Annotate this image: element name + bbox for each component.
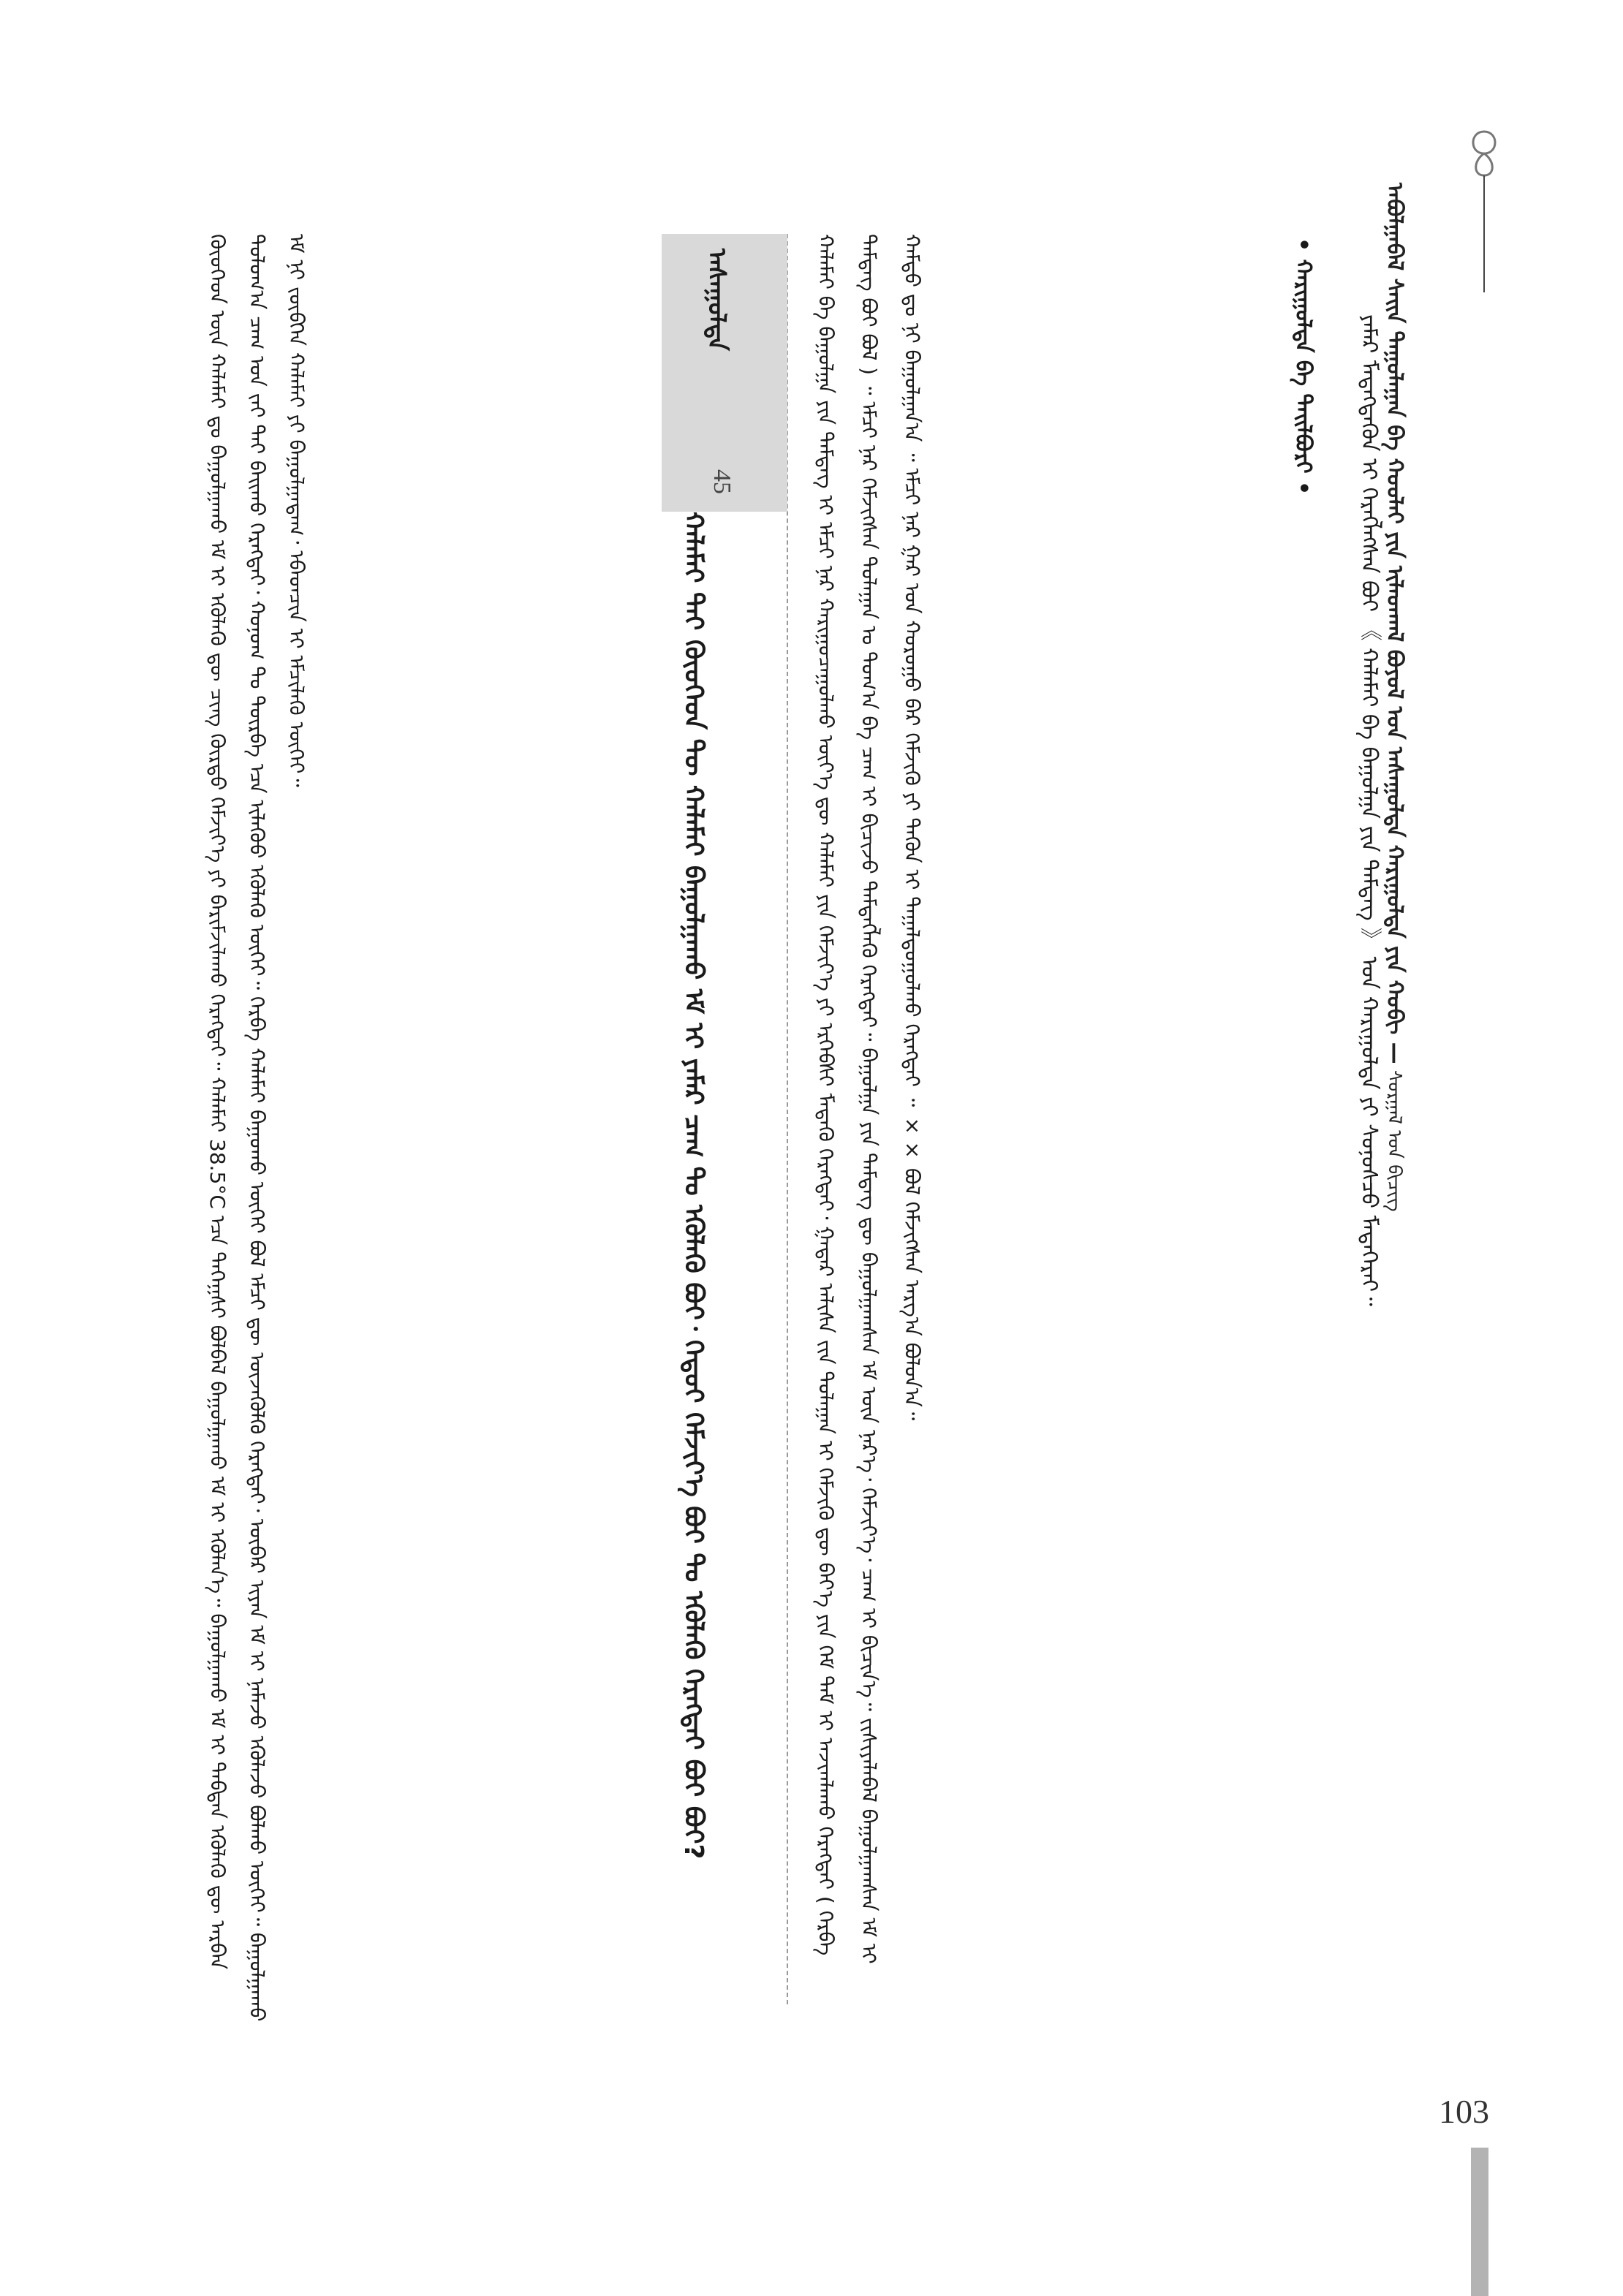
running-header: [1382, 183, 1528, 1389]
answer-paragraph: ᠬᠦᠦᠬᠡᠳ ᠦᠨ ᠬᠠᠯᠠᠮᠠᠢ ᠳᠤ ᠪᠠᠭᠤᠯᠭᠠᠬᠤ ᠡᠮ ᠢ ᠡᠭᠦᠯᠡᠬᠦ ᠳᠦ ᠴᠢᠩ ᠬᠦᠷᠳᠦ ᠬᠡᠮᠵᠢᠶ᠎ᠡ ᠶᠢ ᠪᠠᠷᠢᠮᠵᠢᠯᠠᠬᠤ ᠬᠡᠷᠡᠭᠲᠡᠢ᠃ ᠬᠠᠯᠠᠮᠠᠢ 38.5°C ᠡᠴᠡ ᠳᠡᠭᠡᠭ᠋ᠰᠢ ᠪᠣᠯᠪᠠᠯ ᠪᠠᠭᠤᠯᠭᠠᠬᠤ ᠡᠮ ᠢ ᠡᠭᠦᠯᠡᠨ᠎ᠡ᠃ ᠪᠠᠭᠤᠯᠭᠠᠬᠤ ᠡᠮ ᠢ ᠳᠠᠪᠲᠠᠨ ᠡᠭᠦᠯᠡᠬᠦ ᠳᠦ ᠠᠷᠪᠠᠨ ᠳᠤᠯᠤᠭ᠎ᠠ ᠴᠠᠭ ᠤᠨ ᠵᠠᠢ ᠲᠠᠢ ᠪᠠᠢᠬᠤ ᠬᠡᠷᠡᠭᠲᠡᠢ᠂ ᠬᠣᠨᠣᠭ ᠲᠤ ᠳᠦᠷᠪᠡ ᠡᠴᠡ ᠢᠯᠡᠭᠦᠦ ᠡᠭᠦᠯᠡᠬᠦ ᠦᠭᠡᠢ᠃ ᠬᠡᠷᠪᠡ ᠬᠠᠯᠠᠮᠠᠢ ᠪᠠᠭᠤᠬᠤ ᠦᠭᠡᠢ ᠪᠣᠯ ᠡᠮᠴᠢ ᠳᠦ ᠦᠵᠡᠭᠦᠯᠬᠦ ᠬᠡᠷᠡᠭᠲᠡᠢ᠂ ᠥᠪᠡᠷ ᠢᠶᠡᠨ ᠡᠮ ᠢ ᠨᠡᠮᠡᠵᠦ ᠡᠭᠦᠯᠡᠵᠦ ᠪᠣᠯᠬᠤ ᠦᠭᠡᠢ᠃ ᠪᠠᠭᠤᠯᠭᠠᠬᠤ ᠡᠮ ᠨᠢ ᠵᠥᠪᠬᠡᠨ ᠬᠠᠯᠠᠮᠠᠢ ᠶᠢ ᠪᠠᠭᠤᠯᠭᠠᠳᠠᠭ᠂ ᠡᠪᠡᠳᠴᠢᠨ ᠢ ᠡᠮᠴᠢᠯᠡᠬᠦ ᠦᠭᠡᠢ᠃: [205, 234, 309, 2022]
page-edge-bar: [1471, 2148, 1488, 2296]
page-number: 103: [1439, 2093, 1489, 2130]
question-badge-label: ᠠᠰᠠᠭᠤᠯᠲᠠ: [702, 249, 731, 351]
running-title: ᠠᠪᠤᠯᠭᠠᠪᠠᠯ ᠰᠠᠢᠨ ᠳᠠᠭᠤᠯᠠᠭᠠᠨ ᠪᠠ ᠬᠣᠣᠯᠠᠢ ᠶᠢᠨ ᠢᠯᠠᠳᠬᠠᠯ ᠪᠣᠶᠣᠯ ᠤᠨ ᠠᠰᠠᠭᠤᠯᠲᠠ ᠬᠠᠷᠢᠭᠤᠯᠲᠠ ᠶᠢᠨ ᠬᠤᠪᠢ —: [1382, 183, 1407, 1064]
question-title: ᠬᠠᠯᠠᠮᠠᠢ ᠲᠠᠢ ᠬᠦᠦᠬᠡᠳ ᠲᠦ ᠬᠠᠯᠠᠮᠠᠢ ᠪᠠᠭᠤᠯᠭᠠᠬᠤ ᠡᠮ ᠢ ᠶᠠᠮᠠᠷ ᠴᠠᠭ ᠲᠤ ᠡᠭᠦᠯᠡᠬᠦ ᠪᠤᠢ᠂ ᠬᠡᠳᠦᠢ ᠬᠡᠮᠵᠢᠶ᠎ᠡ ᠪᠤᠢ ᠲᠤ ᠡᠭᠦᠯᠡᠬᠦ ᠬᠡᠷᠡᠭᠲᠡᠢ ᠪᠤᠢ ᠪᠤᠢ?: [678, 512, 708, 1860]
quote-paragraph: ᠬᠠᠯᠠᠮᠠᠢ ᠪᠠ ᠪᠠᠭᠤᠯᠭᠠ ᠶᠢᠨ ᠲᠡᠮᠳᠡᠭ ᠢ ᠡᠮᠴᠢ ᠨᠠᠷ ᠬᠠᠷᠢᠭᠤᠴᠠᠭᠤᠯᠬᠤ ᠦᠶ᠎ᠡ ᠳᠦ ᠬᠠᠯᠠᠮᠠᠢ ᠶᠢᠨ ᠬᠡᠮᠵᠢᠶ᠎ᠡ ᠶᠢ ᠡᠷᠬᠡᠪᠰᠢ ᠮᠡᠳᠡᠬᠦ ᠬᠡᠷᠡᠭᠲᠡᠢ᠂ ᠭᠠᠳᠠᠷ ᠠᠯᠢᠰᠠ ᠵᠢᠨ ᠳᠤᠯᠠᠭᠠᠨ ᠢ ᠬᠡᠮᠵᠢᠬᠦ ᠳᠦ ᠪᠡᠶ᠎ᠡ ᠶᠢᠨ ᠬᠡᠮ ᠳᠡᠮ ᠢ ᠠᠵᠢᠭᠯᠠᠬᠤ ᠬᠡᠷᠡᠭᠲᠡᠢ ( ᠬᠡᠷᠪᠡ ᠲᠡᠮᠳᠡᠭ ᠪᠤᠢ ᠪᠣᠯ ) ᠃ ᠡᠮᠴᠢ ᠨᠠᠷ ᠬᠡᠮᠵᠢᠭᠰᠡᠨ ᠳᠤᠯᠠᠭᠠᠨ ᠤ ᠲᠣᠭ᠎ᠠ ᠪᠠ ᠴᠠᠭ ᠢ ᠪᠢᠴᠢᠵᠦ ᠲᠡᠮᠳᠡᠭᠯᠡᠬᠦ ᠬᠡᠷᠡᠭᠲᠡᠢ᠃ ᠪᠠᠭᠤᠯᠭᠠ ᠶᠢᠨ ᠲᠡᠮᠳᠡᠭ ᠳᠦ ᠪᠠᠭᠤᠯᠭᠠᠭᠰᠠᠨ ᠡᠮ ᠦᠨ ᠨᠡᠷ᠎ᠡ᠂ ᠬᠡᠮᠵᠢᠶ᠎ᠡ᠂ ᠴᠠᠭ ᠢ ᠪᠢᠴᠢᠨ᠎ᠡ᠃ ᠵᠢᠱᠢᠶᠡᠯᠡᠪᠡᠯ ᠪᠠᠭᠤᠯᠭᠠᠭᠰᠠᠨ ᠡᠮ ᠢ ᠬᠠᠮᠲᠤ ᠳᠤ ᠨᠢ ᠪᠠᠭᠤᠯᠭᠠᠨ᠎ᠠ ᠃ ᠡᠮᠴᠢ ᠨᠠᠷ ᠭᠠᠷ ᠤᠨ ᠬᠤᠷᠤᠭᠤ ᠪᠠᠷ ᠬᠡᠮᠵᠢᠬᠦ ᠶᠢ ᠲᠡᠭᠦᠨ ᠢ ᠳᠠᠭᠠᠯᠳᠤᠭᠤᠯᠬᠤ ᠬᠡᠷᠡᠭᠲᠡᠢ ᠃ ×× ᠪᠣᠯ ᠬᠡᠮᠵᠢᠭᠰᠡᠨ ᠠᠷᠭ᠎ᠠ ᠪᠣᠯᠤᠨ᠎ᠠ᠃: [814, 234, 924, 1964]
running-subtitle: ᠰᠤᠷᠭᠠᠯ ᠤᠨ ᠪᠢᠴᠢᠭ: [1383, 1069, 1405, 1212]
question-badge-number: 45: [708, 469, 735, 494]
intro-line: ᠶᠠᠮᠠᠷ ᠮᠡᠳᠡᠭᠳᠡᠬᠦᠨ ᠢ ᠬᠡᠷᠡᠭᠯᠡᠭᠰᠡᠨ ᠪᠤᠢ 《 ᠬᠠᠯᠠᠮᠠᠢ ᠪᠠ ᠪᠠᠭᠤᠯᠭᠠ ᠶᠢᠨ ᠲᠡᠮᠳᠡᠭ 》 ᠤᠨ ᠬᠠᠷᠢᠭᠤᠯᠲᠠ ᠶᠢ ᠰᠣᠨᠣᠰᠴᠤ ᠮᠡᠳᠡᠭᠡᠷᠡᠢ᠃: [1356, 314, 1382, 1306]
section-heading: • ᠬᠠᠷᠢᠭᠤᠯᠲᠠ ᠪᠠ ᠲᠠᠢᠯᠪᠤᠷᠢ •: [1290, 238, 1316, 496]
